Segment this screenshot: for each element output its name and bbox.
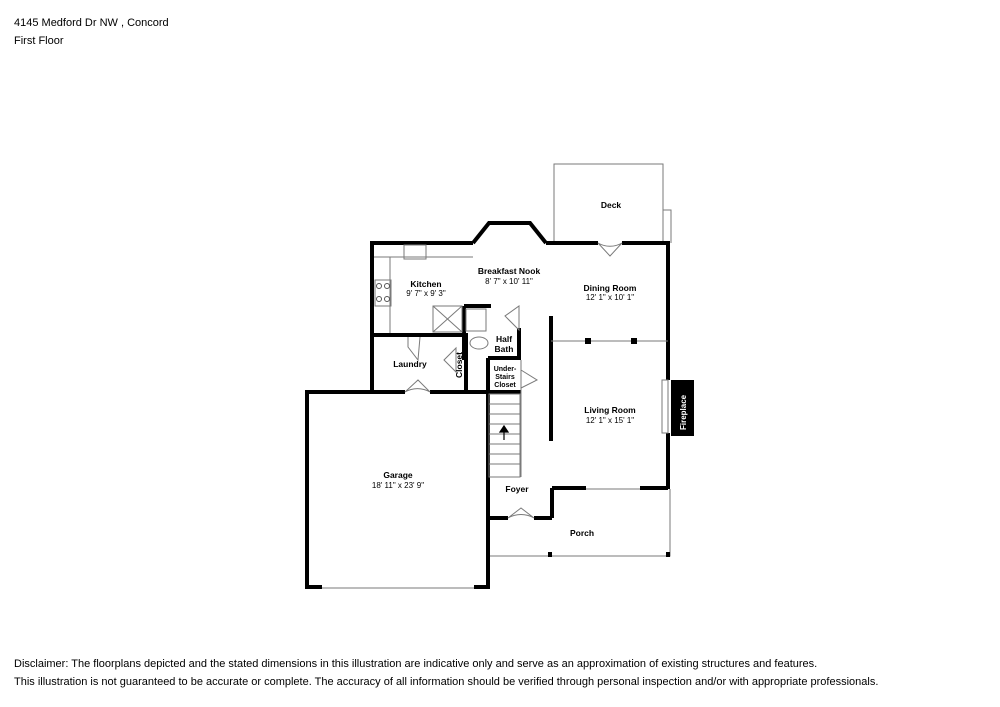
door-swing: [521, 370, 537, 388]
door-swing: [508, 508, 534, 518]
half-bath-label-1: Half: [495, 334, 513, 344]
porch-outline: [490, 489, 670, 556]
door-swing: [405, 380, 430, 392]
kitchen-dims: 9' 7" x 9' 3": [406, 289, 446, 298]
toilet: [470, 337, 488, 349]
door-swing: [505, 306, 519, 330]
fireplace-label: Fireplace: [679, 394, 688, 430]
half-bath-label-2: Bath: [494, 344, 514, 354]
porch-label: Porch: [569, 528, 595, 538]
column-post: [631, 338, 637, 344]
kitchen-label: Kitchen: [410, 279, 442, 289]
living-room-dims: 12' 1" x 15' 1": [585, 416, 635, 425]
address-title: 4145 Medford Dr NW , Concord: [14, 17, 169, 29]
deck-label: Deck: [600, 200, 622, 210]
breakfast-nook-label: Breakfast Nook: [477, 266, 541, 276]
understairs-closet-line1: Under-: [493, 366, 517, 373]
stair-arrow-icon: [500, 426, 508, 440]
dining-room-label: Dining Room: [583, 283, 637, 293]
kitchen-counter: [374, 257, 390, 333]
floor-label: First Floor: [14, 35, 64, 47]
disclaimer-line-2: This illustration is not guaranteed to be accurate or complete. The accuracy of all information should be verified through personal inspection and/or with appropriate professionals.: [14, 676, 879, 688]
understairs-closet-line3: Closet: [494, 382, 516, 389]
fireplace-hearth: [662, 380, 668, 433]
laundry-label: Laundry: [393, 359, 427, 369]
garage-label: Garage: [383, 470, 413, 480]
door-swing: [598, 243, 622, 256]
stove-burners: [377, 284, 390, 302]
disclaimer-line-1: Disclaimer: The floorplans depicted and the stated dimensions in this illustration are indicative only and serve as an approximation of existing structures and features.: [14, 658, 818, 670]
garage-dims: 18' 11" x 23' 9": [371, 481, 425, 490]
door-swing: [408, 337, 420, 360]
dining-room-dims: 12' 1" x 10' 1": [585, 293, 635, 302]
porch-post: [666, 552, 670, 557]
column-post: [585, 338, 591, 344]
bath-vanity: [466, 309, 486, 331]
breakfast-nook-dims: 8' 7" x 10' 11": [485, 277, 533, 286]
understairs-closet-line2: Stairs: [495, 374, 515, 381]
porch-post: [548, 552, 552, 557]
closet-label: Closet: [454, 352, 464, 378]
foyer-label: Foyer: [505, 484, 529, 494]
living-room-label: Living Room: [584, 405, 636, 415]
